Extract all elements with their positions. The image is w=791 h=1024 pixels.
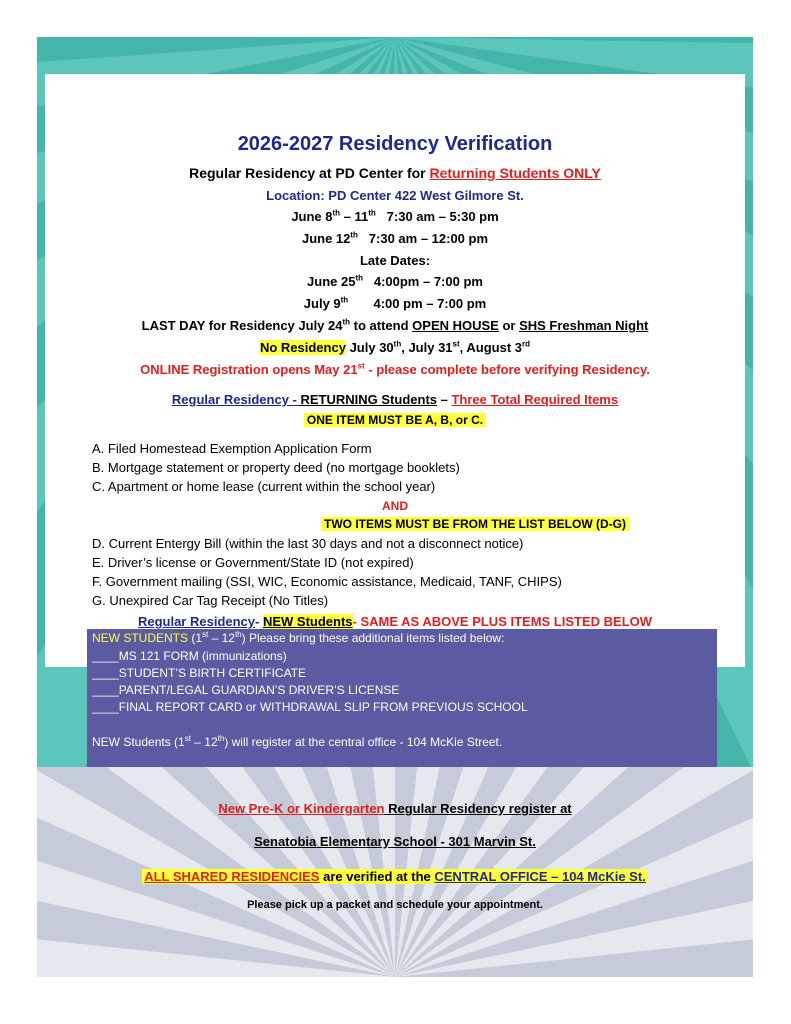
new-item-birth-certificate: ____STUDENT’S BIRTH CERTIFICATE (92, 666, 307, 680)
no-residency-highlight: No Residency (259, 340, 346, 355)
new-students-intro: NEW STUDENTS (1st – 12th) Please bring these additional items listed below: (92, 630, 505, 645)
flyer (37, 37, 753, 977)
central-office-note: NEW Students (1st – 12th) will register at the central office - 104 McKie Street. (92, 734, 503, 749)
shared-residencies-line: ALL SHARED RESIDENCIES are verified at the CENTRAL OFFICE – 104 McKie St. (144, 869, 646, 884)
no-residency-line: No Residency July 30th, July 31st, August 3rd (259, 339, 531, 355)
one-item-note: ONE ITEM MUST BE A, B, or C. (37, 413, 753, 427)
two-items-note: TWO ITEMS MUST BE FROM THE LIST BELOW (D-G) (117, 517, 753, 531)
online-registration-line: ONLINE Registration opens May 21st - please complete before verifying Residency. (140, 361, 650, 377)
packet-note: Please pick up a packet and schedule your appointment. (247, 899, 543, 911)
new-item-immunizations: ____MS 121 FORM (immunizations) (92, 649, 287, 663)
returning-only-text: Returning Students ONLY (429, 165, 601, 181)
list-item-f: F. Government mailing (SSI, WIC, Economic assistance, Medicaid, TANF, CHIPS) (92, 574, 562, 589)
returning-header: Regular Residency - RETURNING Students – Three Total Required Items (171, 392, 619, 407)
list-item-e: E. Driver’s license or Government/State ID (not expired) (92, 555, 414, 570)
list-item-g: G. Unexpired Car Tag Receipt (No Titles) (92, 593, 329, 608)
schedule-line-2: June 12th 7:30 am – 12:00 pm (301, 230, 489, 246)
list-item-c: C. Apartment or home lease (current within the school year) (92, 479, 436, 494)
prek-line: New Pre-K or Kindergarten Regular Residency register at (218, 801, 572, 816)
location: Location: PD Center 422 West Gilmore St. (266, 188, 524, 203)
elementary-school-line: Senatobia Elementary School - 301 Marvin St. (254, 834, 536, 849)
list-item-a: A. Filed Homestead Exemption Application Form (92, 441, 372, 456)
new-item-guardian-license: ____PARENT/LEGAL GUARDIAN’S DRIVER’S LICENSE (92, 683, 400, 697)
and-label: AND (382, 499, 408, 513)
new-item-report-card: ____FINAL REPORT CARD or WITHDRAWAL SLIP FROM PREVIOUS SCHOOL (92, 700, 528, 714)
page-title: 2026-2027 Residency Verification (237, 133, 553, 155)
late-dates-label: Late Dates: (359, 253, 431, 268)
late-date-2: July 9th 4:00 pm – 7:00 pm (303, 295, 487, 311)
new-students-header: Regular Residency- NEW Students- SAME AS ABOVE PLUS ITEMS LISTED BELOW (137, 614, 653, 629)
list-item-b: B. Mortgage statement or property deed (no mortgage booklets) (92, 460, 460, 475)
late-date-1: June 25th 4:00pm – 7:00 pm (307, 273, 483, 289)
last-day-line: LAST DAY for Residency July 24th to attend OPEN HOUSE or SHS Freshman Night (141, 317, 649, 333)
subtitle: Regular Residency at PD Center for Returning Students ONLY (189, 165, 601, 181)
schedule-line-1: June 8th – 11th 7:30 am – 5:30 pm (291, 208, 499, 224)
list-item-d: D. Current Entergy Bill (within the last 30 days and not a disconnect notice) (92, 536, 524, 551)
